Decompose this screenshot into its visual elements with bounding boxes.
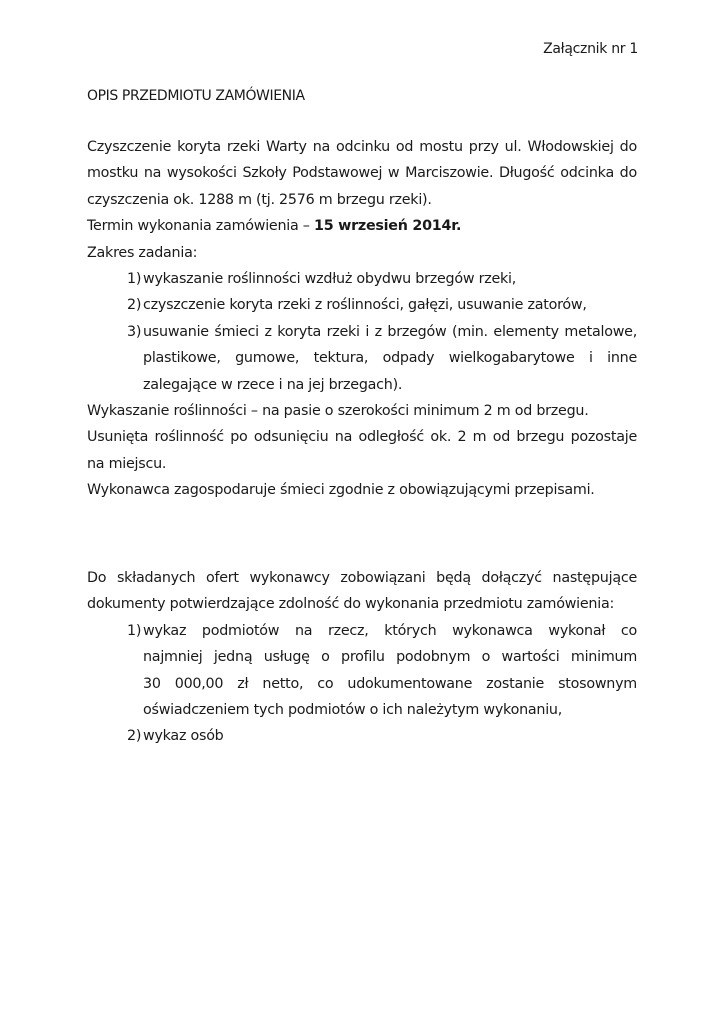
list-line: czyszczenie koryta rzeki z roślinności, gałęzi, usuwanie zatorów, — [143, 297, 587, 314]
deadline-line — [87, 213, 637, 239]
list-line: wykaz osób — [143, 728, 224, 745]
list-item — [87, 723, 637, 749]
document-title: OPIS PRZEDMIOTU ZAMÓWIENIA — [87, 88, 305, 104]
list-line: wykaszanie roślinności wzdłuż obydwu brzegów rzeki, — [143, 271, 517, 288]
section-documents — [87, 565, 637, 750]
mowing-note: Wykaszanie roślinności – na pasie o szerokości minimum 2 m od brzegu. — [87, 403, 589, 420]
list-number: 2) — [127, 297, 142, 314]
intro-line: Czyszczenie koryta rzeki Warty na odcinku od mostu przy ul. Włodowskiej do — [87, 139, 637, 155]
list-line: 30 000,00 zł netto, co udokumentowane zostanie stosownym — [143, 675, 637, 692]
waste-note: Wykonawca zagospodaruje śmieci zgodnie z obowiązującymi przepisami. — [87, 482, 595, 499]
list-line: oświadczeniem tych podmiotów o ich należytym wykonaniu, — [143, 702, 563, 719]
removed-line: na miejscu. — [87, 455, 167, 472]
list-item — [87, 266, 637, 292]
list-line: usuwanie śmieci z koryta rzeki i z brzegów (min. elementy metalowe, — [143, 323, 637, 340]
list-number: 1) — [127, 622, 142, 639]
list-item — [87, 319, 637, 398]
list-number: 2) — [127, 728, 142, 745]
deadline-label: Termin wykonania zamówienia – — [87, 218, 314, 235]
attachment-label: Załącznik nr 1 — [543, 41, 638, 57]
section-description — [87, 134, 637, 504]
list-number: 1) — [127, 271, 142, 288]
intro-line: dokumenty potwierdzające zdolność do wykonania przedmiotu zamówienia: — [87, 596, 615, 613]
list-item — [87, 618, 637, 724]
list-number: 3) — [127, 323, 142, 340]
scope-list — [87, 266, 637, 398]
list-line: wykaz podmiotów na rzecz, których wykonawca wykonał co — [143, 622, 637, 639]
list-line: zalegające w rzece i na jej brzegach). — [143, 376, 403, 393]
list-item — [87, 292, 637, 318]
intro-line: mostku na wysokości Szkoły Podstawowej w Marciszowie. Długość odcinka do — [87, 165, 637, 182]
scope-label: Zakres zadania: — [87, 244, 198, 261]
removed-line: Usunięta roślinność po odsunięciu na odległość ok. 2 m od brzegu pozostaje — [87, 429, 637, 446]
list-line: najmniej jedną usługę o profilu podobnym o wartości minimum — [143, 649, 637, 666]
list-line: plastikowe, gumowe, tektura, odpady wielkogabarytowe i inne — [143, 350, 637, 367]
intro-line: czyszczenia ok. 1288 m (tj. 2576 m brzegu rzeki). — [87, 191, 432, 208]
intro-line: Do składanych ofert wykonawcy zobowiązani będą dołączyć następujące — [87, 570, 637, 586]
documents-list — [87, 618, 637, 750]
deadline-value: 15 wrzesień 2014r. — [314, 218, 462, 235]
